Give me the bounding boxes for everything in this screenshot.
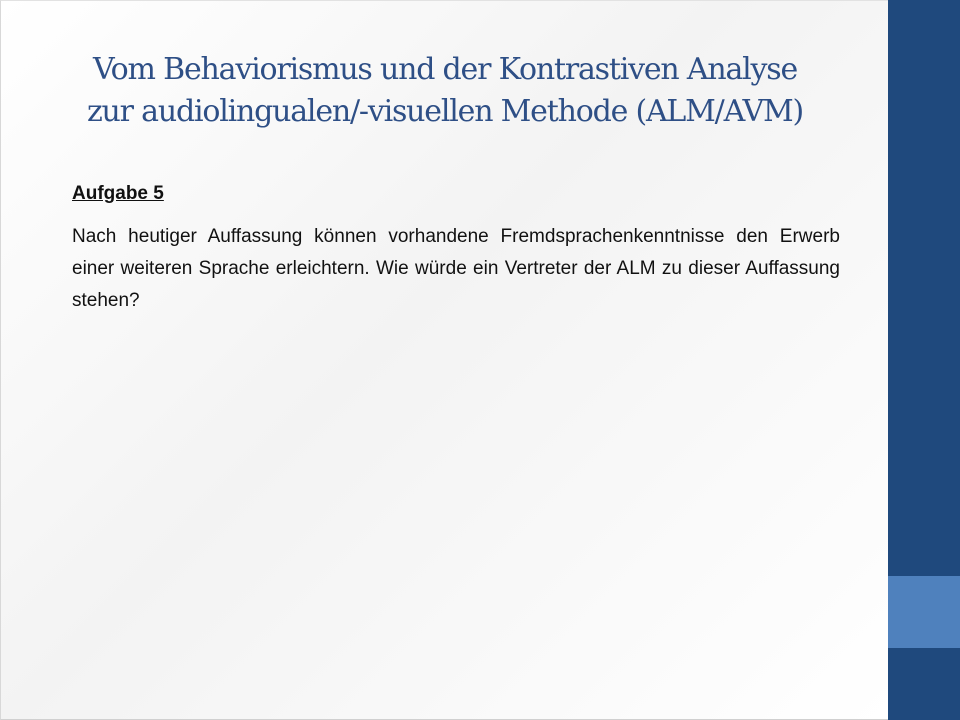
decorative-sidebar	[888, 0, 960, 720]
sidebar-dark-block	[888, 0, 960, 576]
slide-title	[41, 49, 849, 133]
sidebar-bottom-block	[888, 648, 960, 720]
task-text: Nach heutiger Auffassung können vorhandene Fremdsprachenkenntnisse den Erwerb einer weiteren Sprache erleichtern. Wie würde ein Vertreter der ALM zu dieser Auffassung stehen?	[72, 226, 840, 311]
task-heading: Aufgabe 5	[72, 183, 164, 204]
sidebar-accent-block	[888, 576, 960, 648]
slide-title-line-1: Vom Behaviorismus und der Kontrastiven Analyse	[92, 52, 798, 87]
slide-title-line-2: zur audiolingualen/-visuellen Methode (ALM/AVM)	[86, 94, 804, 129]
